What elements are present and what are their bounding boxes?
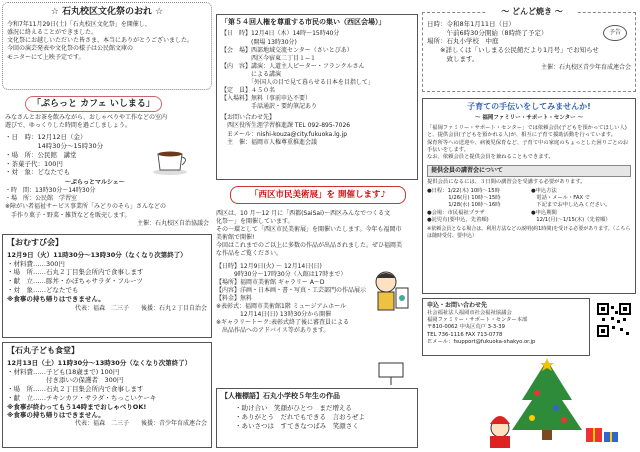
dondo-sign: 主催：石丸校区青少年育成連合会 <box>540 63 631 71</box>
dondo-box <box>422 7 636 92</box>
art-line: 9時30分〜17時30分（入館は17時まで） <box>216 270 347 278</box>
jinken-line: 【入場料】無料（事前申込不要） <box>221 95 312 103</box>
jinken-line: (開場 13時30分) <box>221 38 297 46</box>
marche-items <box>5 187 209 219</box>
art-banner: 「西区市民美術展」を 開催します♪ <box>230 186 406 204</box>
contact-line: Ｅメール：nishi-kouza@city.fukuoka.lg.jp <box>221 130 348 138</box>
ohsuwari-line: ※食事の持ち帰りはできません。 <box>7 294 105 303</box>
cafe-intro: みなさんとお茶を飲みながら、おしゃべりや工作などの室内 遊びで、ゆっくりした時間を過ごしましょう。 <box>5 114 168 130</box>
contact-box <box>422 298 590 356</box>
kodomo-line: 付き添いの保護者 300円 <box>7 376 124 385</box>
cafe-sponsor: 主催：石丸校区自治協議会 <box>136 219 209 227</box>
jinken-line: 【日 時】12月4日（木）14時〜15時40分 <box>221 30 340 38</box>
kodomo-sign: 代表：福森 二三子 後援：青少年育成連合会 <box>74 420 207 428</box>
contact-line: 西区役所生涯学習推進課 TEL 092-895-7026 <box>221 122 351 130</box>
ohsuwari-line: 12月9日（火）11時30分〜13時30分（なくなり次第終了） <box>7 250 187 259</box>
contact-line: 〒810-0062 中央区荒戸 3-3-39 <box>427 324 505 331</box>
jinken-list <box>221 30 413 111</box>
kosodate-box <box>422 98 636 294</box>
kodomo-line: 12月13日（土）11時30分〜13時30分（なくなり次第終了） <box>7 358 192 367</box>
dondo-line: 場所：石丸小学校 中庭 <box>427 37 499 46</box>
ohsuwari-title: 【おむすび会】 <box>7 238 63 247</box>
apply-line: ●申込方法 <box>531 188 557 195</box>
cafe-item: ・対 象：どなたでも <box>5 168 70 177</box>
marche-title: 〜ぷらっとマルシェ〜 <box>65 179 125 187</box>
poem-title: 【人権標語】石丸小学校５年生の作品 <box>221 392 340 400</box>
cafe-title: 「ぷらっと カフェ いしまる」 <box>25 96 162 112</box>
dondo-line: 日時：令和8年1月11日（日） <box>427 19 516 28</box>
cafe-item: ・茶菓子代：100円 <box>5 159 63 168</box>
ohsuwari-line: ・献 立……豚丼・かぼちゃサラダ・フルーツ <box>7 277 143 286</box>
art-line: 12月14日(日) 13時30分から開催 <box>216 311 332 319</box>
kosodate-sub: 〜 福岡ファミリー・サポート・センター 〜 <box>474 114 583 121</box>
christmas-tree-icon <box>482 358 632 450</box>
contact-line: TEL 736-1116 FAX 713-0778 <box>427 331 503 338</box>
marche-item: ※障がい者福祉サービス事業所「みどりのそら」さんなどの <box>5 203 167 211</box>
dondo-title: 〜 どんど焼き 〜 <box>487 7 577 18</box>
middle-column <box>216 0 418 452</box>
ohsuwari-list <box>7 251 207 304</box>
poem-box <box>216 388 418 448</box>
course-schedule <box>427 188 527 224</box>
bunkasai-body: 令和7年11月29日(土)「石丸校区文化祭」を開催し、 盛況に終えることができました。 文化祭にお越しいただいた皆さま、本当にありがとうございました。 今回の演芸発表や文化祭の様子は公民館文庫の モニターにて上映予定です。 <box>7 21 194 61</box>
left-column <box>2 0 212 452</box>
art-line: 【内容】洋画・日本画・書・写真・工芸部門の作品展示 <box>216 286 367 294</box>
kodomo-line: ※食事が終わってもう14時までおしゃべりOK! <box>7 402 147 411</box>
dondo-line: ※詳しくは「いしまる公民館だより1月号」でお知らせ <box>427 46 599 55</box>
poem-list <box>235 404 413 430</box>
apply-line: 下記までお申し込みください。 <box>531 202 611 209</box>
kodomo-line: ・材料費……子ども(18歳まで) 100円 <box>7 367 120 376</box>
art-line: 化祭〜」を開催しています。 <box>216 218 294 226</box>
coffee-cup-icon <box>152 146 192 176</box>
jinken-line: 【定 員】４５０名 <box>221 87 276 95</box>
cafe-item: 14時30分〜15時30分 <box>5 142 104 151</box>
apply-line: ●申込期間 <box>531 209 557 216</box>
course-line: 1/28(水) 10時〜16時 <box>427 202 501 209</box>
art-line: 【場所】福岡市美術館 ギャラリー A〜D <box>216 278 325 286</box>
course-title: 提供会員の講習会について <box>427 165 631 177</box>
jinken-line: 「外国人の目で見て暮らせる日本を目指して」 <box>221 79 374 86</box>
jinken-box <box>216 14 418 180</box>
art-line: 出品作品へのアドバイス等があります。 <box>216 327 330 335</box>
kosodate-title: 子育ての手伝いをしてみませんか! <box>467 102 591 111</box>
course-intro: 提供会員になるには、３日間の講習会を受講する必要があります。 <box>427 179 586 186</box>
art-line: 西区は、10 月〜12 月に「西都(SaiSai)〜西区みんなでつくる文 <box>216 210 391 217</box>
poem-line: ・助け合い 笑顔がひとつ まだ増える <box>235 404 352 413</box>
contact-line: 福岡ファミリー・サポート・センター本部 <box>427 317 528 324</box>
marche-item: 手作り菓子・野菜・雑貨などを販売します。 <box>5 211 131 219</box>
kodomo-box <box>2 342 212 448</box>
kodomo-title: 【石丸子ども食堂】 <box>7 346 79 355</box>
bunkasai-title: ☆ 石丸校区文化祭のおれ ☆ <box>50 7 164 17</box>
course-line: ●託児有(要申込、先着順) <box>427 216 489 223</box>
course-line: ●会場：市民福祉プラザ <box>427 209 485 216</box>
kodomo-list <box>7 359 207 420</box>
ohsuwari-box <box>2 234 212 338</box>
cafe-box <box>2 94 212 230</box>
poem-line: ・あいさつは すてきなつばみ 笑顔さく <box>235 421 359 430</box>
jinken-line: 【会 場】西部地域交流センター（さいとぴあ） <box>221 46 353 54</box>
contact-title: 申込・お問い合わせ先 <box>427 302 488 309</box>
contact-line: 社会福祉法人福岡市社会福祉協議会 <box>427 310 512 317</box>
contact-line: 【お問い合わせ先】 <box>221 114 276 122</box>
dondo-list <box>427 20 631 64</box>
apply-line: 電話・メール・FAX で <box>531 195 591 202</box>
bunkasai-box <box>2 2 212 90</box>
cafe-item: ・日 時：12月12日（金） <box>5 133 87 142</box>
cafe-item: ・場 所：公民館 講堂 <box>5 150 77 159</box>
contact-line: Ｅメール：fsupport@fukuoka-shakyo.or.jp <box>427 338 536 345</box>
ohsuwari-line: ・対 象……どなたでも <box>7 285 79 294</box>
ohsuwari-line: ・材料費……300円 <box>7 259 65 268</box>
marche-item: ・場 所：公民館 学習室 <box>5 195 78 203</box>
dondo-tag: 予告 <box>603 25 627 41</box>
kosodate-body: 「福岡ファミリー・サポート・センター」では依頼会員(子どもを預かってほしい人)と、提供会員(子どもを預かれる人)が、相互に子育て援助活動を行っています。 保育所等への送迎や、病後児保育など、子育て中の家庭のちょっとした困りごとのお手伝いをします。 なお、依頼会員と提供会員を兼ねることもできます。 <box>427 125 629 160</box>
poem-line: ・ありがとう だれでもできる 言おうぜよ <box>235 413 365 422</box>
jinken-line: 西区今宿東二丁目１−１ <box>221 54 317 62</box>
contact-line: 主 催：福岡市人権尊重推進会議 <box>221 138 318 146</box>
jinken-line: による講演 <box>221 70 282 78</box>
course-line: ●日程：1/22(木) 10時〜15時 <box>427 188 500 195</box>
kodomo-line: ※食事の持ち帰りはできません。 <box>7 411 105 420</box>
jinken-contact <box>221 114 413 146</box>
art-line: ※表彰式：福岡市美術館1階 ミュージアムホール <box>216 303 346 311</box>
jinken-title: 「第５４回人権を尊重する市民の集い（西区会場）」 <box>221 18 386 26</box>
dondo-line: 午前6時30分開始（8時終了予定） <box>427 28 548 37</box>
jinken-line: 手話通訳・要約筆記あり <box>221 103 318 111</box>
qr-code-icon <box>596 302 632 338</box>
dondo-line: 致します。 <box>427 54 479 63</box>
sign-icon <box>376 360 406 386</box>
art-line: その一環として「西区市民美術展」を開催いたします。今年も福岡市 <box>216 226 402 234</box>
course-apply <box>531 188 631 224</box>
art-line: な作品をご覧ください。 <box>216 250 283 258</box>
ohsuwari-line: ・場 所……石丸２丁目集会所内で食事します <box>7 268 144 277</box>
art-line: ※ギャラリートーク:表彰式終了後に審査員による <box>216 319 350 327</box>
marche-item: ・時 間：13時30分〜14時30分 <box>5 187 96 195</box>
ohsuwari-sign: 代表：福森 二三子 後援：石丸２丁目自治会 <box>74 305 207 313</box>
jinken-line: 【内 容】講演：人道主人ピーター・フランクルさん <box>221 62 365 70</box>
apply-line: 12/1(月)〜1/15(木)（先着順） <box>531 216 611 223</box>
art-line: 【料金】無料 <box>216 294 253 302</box>
art-line: 美術館で開催! <box>216 234 255 242</box>
kodomo-line: ・献 立……チキンカツ・サラダ・ちっこいケーキ <box>7 393 157 402</box>
art-line: 【日時】12月9日(火) 〜 12月14日(日) <box>216 262 322 270</box>
right-column <box>422 0 638 452</box>
kodomo-line: ・場 所……石丸２丁目集会所内で食事します <box>7 385 144 394</box>
course-note: ※依頼会員となる場合は、利用方法などの説明(約1時間)を受ける必要があります。（こちらは随時受付、要申込） <box>427 225 631 239</box>
art-line: 今回はこれまでのご以上に多数の作品が出品されました。ぜひ福岡美 <box>216 242 403 250</box>
course-line: 1/26(月) 10時〜15時 <box>427 195 501 202</box>
painter-illustration-icon <box>366 268 412 318</box>
